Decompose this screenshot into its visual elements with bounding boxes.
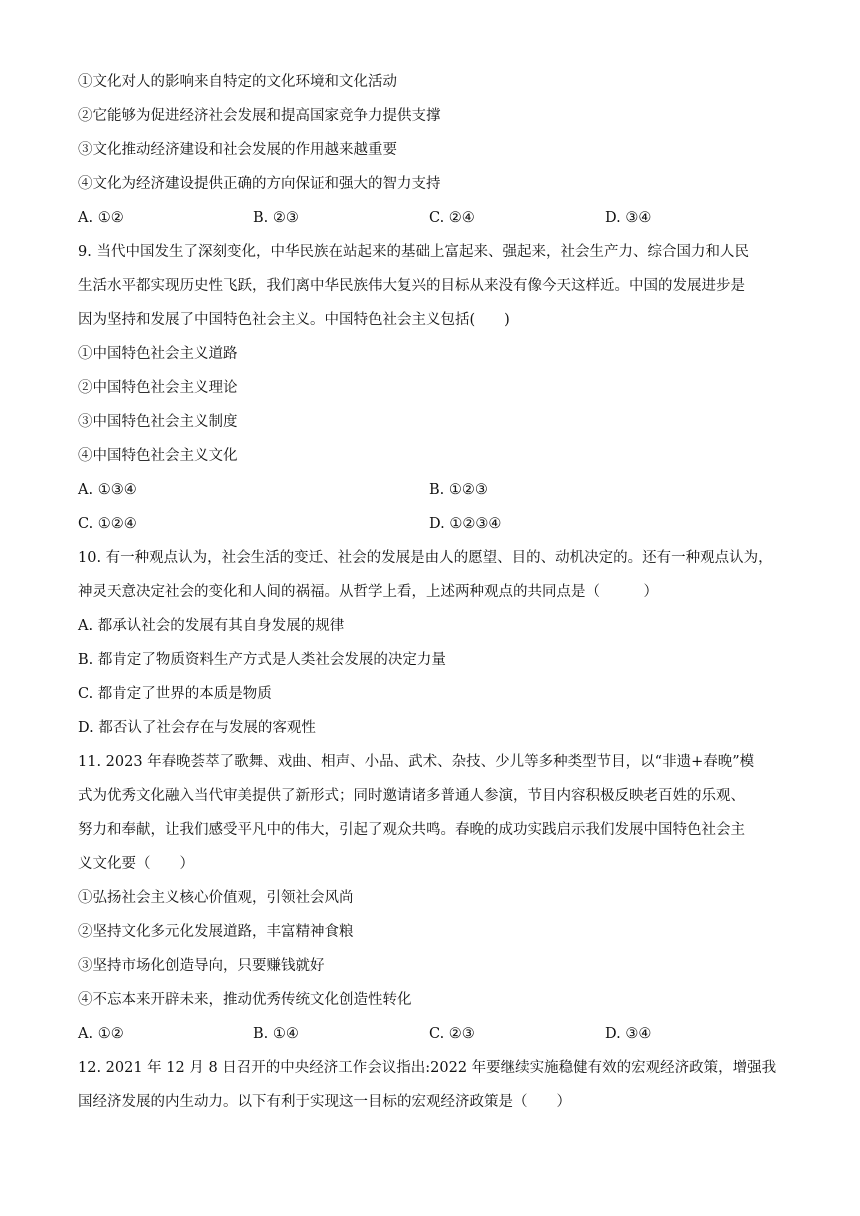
- q9-option-d: D. ①②③④: [429, 516, 502, 532]
- q10-option-c: C. 都肯定了世界的本质是物质: [78, 686, 272, 702]
- q11-stem-line-1: 11. 2023 年春晚荟萃了歌舞、戏曲、相声、小品、武术、杂技、少儿等多种类型节目，以“非遗+春晚”模: [78, 754, 755, 770]
- q11-option-c: C. ②③: [429, 1026, 475, 1042]
- q11-option-b: B. ①④: [253, 1026, 299, 1042]
- q8-item-3: ③文化推动经济建设和社会发展的作用越来越重要: [78, 142, 397, 158]
- q10-option-d: D. 都否认了社会存在与发展的客观性: [78, 720, 316, 736]
- q11-item-2: ②坚持文化多元化发展道路，丰富精神食粮: [78, 924, 354, 940]
- q11-stem-line-4: 义文化要（ ）: [78, 856, 194, 872]
- q9-item-1: ①中国特色社会主义道路: [78, 346, 238, 362]
- q12-stem-line-2: 国经济发展的内生动力。以下有利于实现这一目标的宏观经济政策是（ ）: [78, 1094, 571, 1110]
- q11-item-3: ③坚持市场化创造导向，只要赚钱就好: [78, 958, 325, 974]
- q8-option-c: C. ②④: [429, 210, 475, 226]
- q9-item-3: ③中国特色社会主义制度: [78, 414, 238, 430]
- q11-stem-line-3: 努力和奉献，让我们感受平凡中的伟大，引起了观众共鸣。春晚的成功实践启示我们发展中国特色社会主: [78, 822, 745, 838]
- q10-option-b: B. 都肯定了物质资料生产方式是人类社会发展的决定力量: [78, 652, 446, 668]
- q8-option-b: B. ②③: [253, 210, 299, 226]
- q9-stem-line-2: 生活水平都实现历史性飞跃，我们离中华民族伟大复兴的目标从来没有像今天这样近。中国的发展进步是: [78, 278, 745, 294]
- q9-item-2: ②中国特色社会主义理论: [78, 380, 238, 396]
- q9-option-c: C. ①②④: [78, 516, 137, 532]
- q9-item-4: ④中国特色社会主义文化: [78, 448, 238, 464]
- q11-item-4: ④不忘本来开辟未来，推动优秀传统文化创造性转化: [78, 992, 412, 1008]
- q8-item-2: ②它能够为促进经济社会发展和提高国家竞争力提供支撑: [78, 108, 441, 124]
- q8-option-a: A. ①②: [78, 210, 124, 226]
- q10-option-a: A. 都承认社会的发展有其自身发展的规律: [78, 618, 345, 634]
- q9-option-a: A. ①③④: [78, 482, 137, 498]
- q12-stem-line-1: 12. 2021 年 12 月 8 日召开的中央经济工作会议指出:2022 年要继续实施稳健有效的宏观经济政策，增强我: [78, 1060, 777, 1076]
- q11-option-d: D. ③④: [605, 1026, 652, 1042]
- q9-stem-line-1: 9. 当代中国发生了深刻变化，中华民族在站起来的基础上富起来、强起来，社会生产力、综合国力和人民: [78, 244, 749, 260]
- q8-item-1: ①文化对人的影响来自特定的文化环境和文化活动: [78, 74, 397, 90]
- q11-stem-line-2: 式为优秀文化融入当代审美提供了新形式；同时邀请诸多普通人参演，节目内容积极反映老百姓的乐观、: [78, 788, 745, 804]
- q11-option-a: A. ①②: [78, 1026, 124, 1042]
- q9-option-b: B. ①②③: [429, 482, 488, 498]
- q11-item-1: ①弘扬社会主义核心价值观，引领社会风尚: [78, 890, 354, 906]
- q8-item-4: ④文化为经济建设提供正确的方向保证和强大的智力支持: [78, 176, 441, 192]
- q10-stem-line-1: 10. 有一种观点认为，社会生活的变迁、社会的发展是由人的愿望、目的、动机决定的。还有一种观点认为，: [78, 550, 773, 566]
- q10-stem-line-2: 神灵天意决定社会的变化和人间的祸福。从哲学上看，上述两种观点的共同点是（ ）: [78, 584, 658, 600]
- q9-stem-line-3: 因为坚持和发展了中国特色社会主义。中国特色社会主义包括( ): [78, 312, 510, 328]
- q8-option-d: D. ③④: [605, 210, 652, 226]
